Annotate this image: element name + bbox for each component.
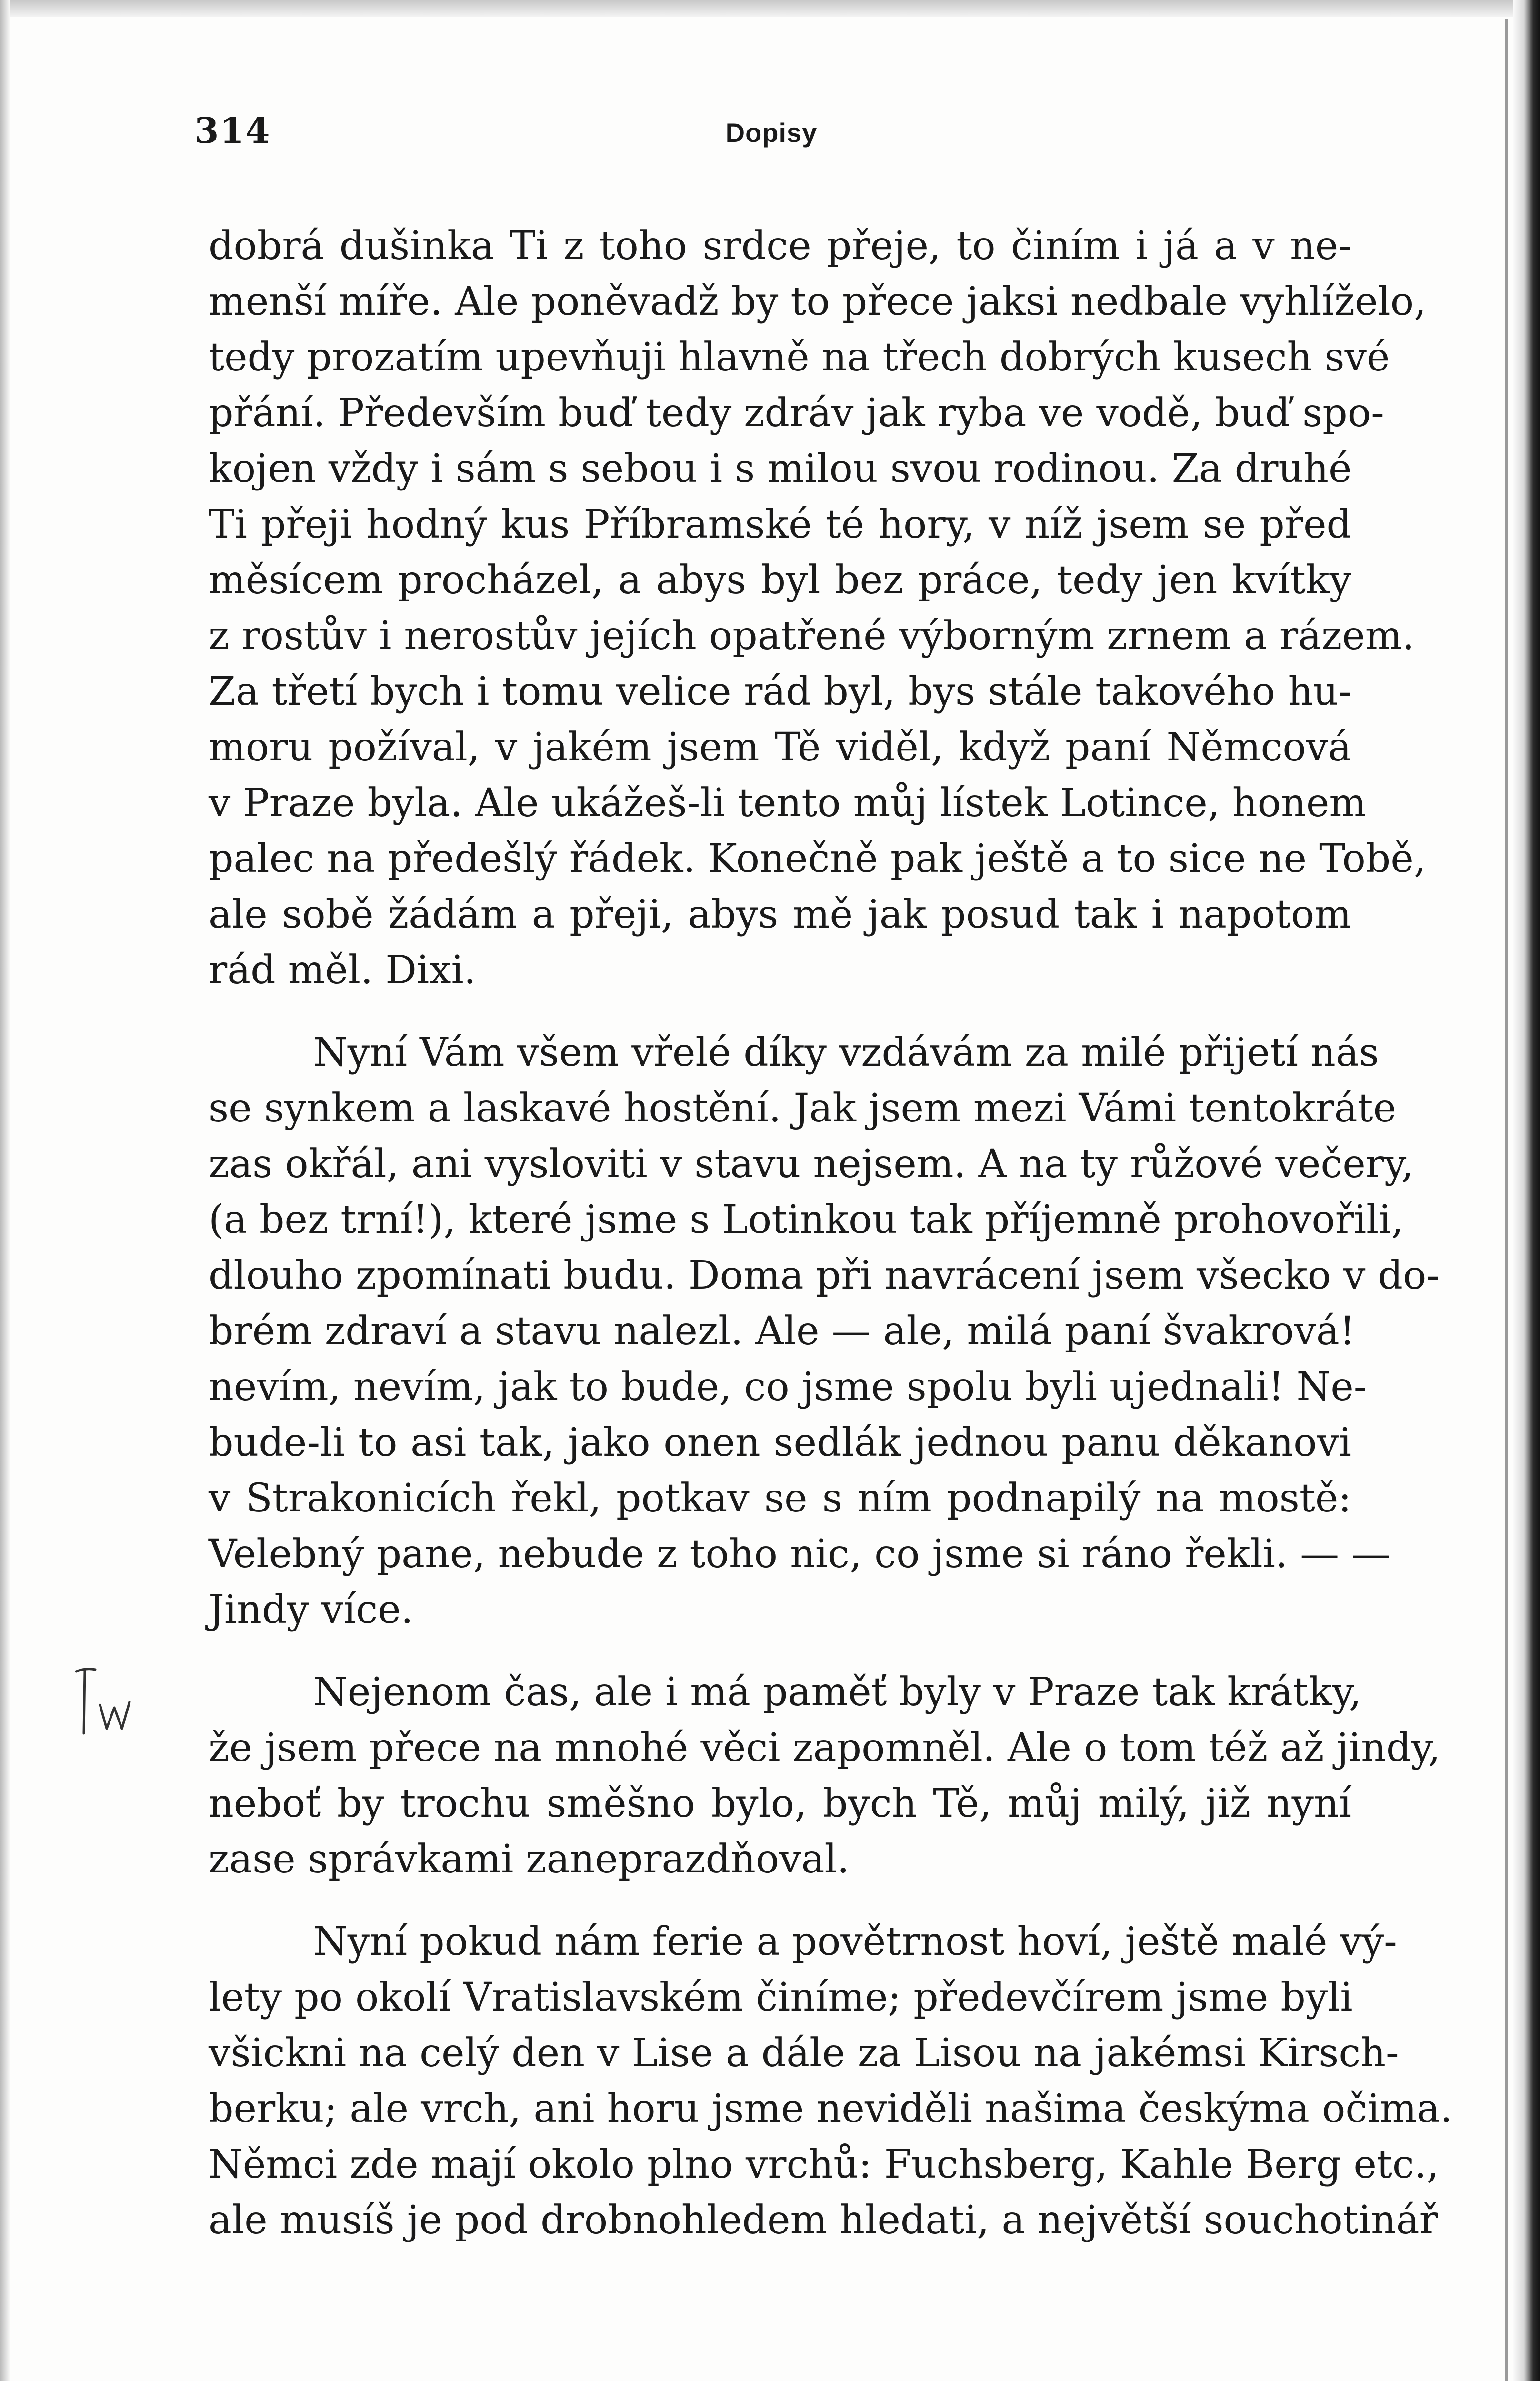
text-line: Nyní pokud nám ferie a povětrnost hoví, ještě malé vý-	[313, 1919, 1397, 1964]
text-line: měsícem procházel, a abys byl bez práce, tedy jen kvítky	[209, 558, 1351, 603]
text-line: zase správkami zaneprazdňoval.	[209, 1837, 850, 1882]
text-line: nevím, nevím, jak to bude, co jsme spolu byli ujednali! Ne-	[209, 1364, 1367, 1410]
paragraph	[209, 1914, 1453, 2248]
text-line: dlouho zpomínati budu. Doma při navrácení jsem všecko v do-	[209, 1253, 1440, 1298]
text-line: Nyní Vám všem vřelé díky vzdávám za milé přijetí nás	[313, 1030, 1379, 1075]
text-line: Velebný pane, nebude z toho nic, co jsme si ráno řekli. — —	[209, 1531, 1391, 1577]
text-line: ale musíš je pod drobnohledem hledati, a největší souchotinář	[209, 2198, 1438, 2243]
text-line: přání. Především buď tedy zdráv jak ryba ve vodě, buď spo-	[209, 390, 1384, 436]
text-line: Za třetí bych i tomu velice rád byl, bys stále takového hu-	[209, 669, 1351, 714]
text-line: menší míře. Ale poněvadž by to přece jaksi nedbale vyhlíželo,	[209, 279, 1427, 324]
scan-top-edge	[0, 0, 1540, 17]
text-line: Nejenom čas, ale i má paměť byly v Praze tak krátky,	[313, 1670, 1362, 1715]
scan-binding-line	[1505, 19, 1508, 2381]
text-line: v Praze byla. Ale ukážeš-li tento můj lístek Lotince, honem	[209, 780, 1367, 826]
scan-left-edge	[0, 0, 10, 2381]
text-line: moru požíval, v jakém jsem Tě viděl, když paní Němcová	[209, 725, 1351, 770]
paragraph-gap	[209, 1887, 1351, 1914]
running-title: Dopisy	[725, 118, 818, 148]
scan-right-edge	[1513, 0, 1540, 2381]
text-line: bude-li to asi tak, jako onen sedlák jednou panu děkanovi	[209, 1420, 1351, 1465]
body-text	[209, 218, 1453, 2248]
text-line: berku; ale vrch, ani horu jsme neviděli našima českýma očima.	[209, 2086, 1453, 2131]
handwritten-margin-mark	[57, 1662, 152, 1757]
paragraph	[209, 218, 1427, 998]
text-line: z rostův i nerostův jejích opatřené výborným zrnem a rázem.	[209, 613, 1415, 659]
paragraph	[209, 1664, 1440, 1887]
text-line: palec na předešlý řádek. Konečně pak ještě a to sice ne Tobě,	[209, 836, 1426, 881]
text-line: všickni na celý den v Lise a dále za Lisou na jakémsi Kirsch-	[209, 2031, 1399, 2076]
text-line: v Strakonicích řekl, potkav se s ním podnapilý na mostě:	[209, 1476, 1351, 1521]
text-line: tedy prozatím upevňuji hlavně na třech dobrých kusech své	[209, 335, 1390, 380]
paragraph-gap	[209, 998, 1351, 1025]
text-line: kojen vždy i sám s sebou i s milou svou rodinou. Za druhé	[209, 446, 1352, 491]
text-line: Ti přeji hodný kus Příbramské té hory, v níž jsem se před	[209, 502, 1351, 547]
text-line: ale sobě žádám a přeji, abys mě jak posud tak i napotom	[209, 892, 1351, 937]
text-line: brém zdraví a stavu nalezl. Ale — ale, milá paní švakrová!	[209, 1309, 1355, 1354]
paragraph-gap	[209, 1638, 1351, 1664]
text-line: zas okřál, ani vysloviti v stavu nejsem. A na ty růžové večery,	[209, 1141, 1414, 1187]
text-line: rád měl. Dixi.	[209, 948, 476, 993]
text-line: Němci zde mají okolo plno vrchů: Fuchsberg, Kahle Berg etc.,	[209, 2142, 1439, 2187]
text-line: Jindy více.	[209, 1587, 413, 1632]
text-line: se synkem a laskavé hostění. Jak jsem mezi Vámi tentokráte	[209, 1086, 1397, 1131]
text-line: neboť by trochu směšno bylo, bych Tě, můj milý, již nyní	[209, 1781, 1351, 1826]
pencil-mark-icon	[57, 1662, 152, 1757]
text-line: lety po okolí Vratislavském činíme; předevčírem jsme byli	[209, 1975, 1353, 2020]
text-line: (a bez trní!), které jsme s Lotinkou tak příjemně prohovořili,	[209, 1197, 1404, 1242]
page-number: 314	[194, 110, 271, 151]
paragraph	[209, 1025, 1440, 1638]
text-line: že jsem přece na mnohé věci zapomněl. Ale o tom též až jindy,	[209, 1725, 1440, 1771]
text-line: dobrá dušinka Ti z toho srdce přeje, to činím i já a v ne-	[209, 223, 1351, 269]
